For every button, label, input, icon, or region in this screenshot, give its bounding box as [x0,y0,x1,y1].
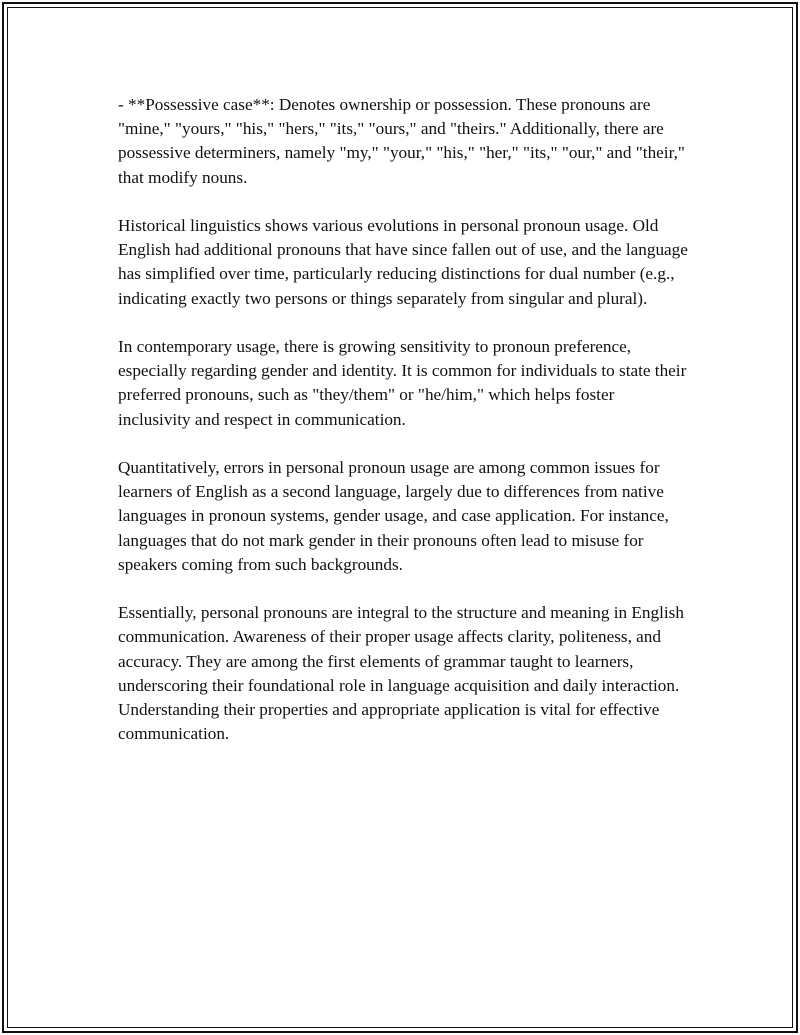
paragraph-learner-errors: Quantitatively, errors in personal pronoun usage are among common issues for learners of English as a second language, largely due to differences from native languages in pronoun systems, gender usage, and case application. For instance, languages that do not mark gender in their pronouns often lead to misuse for speakers coming from such backgrounds. [118,458,669,574]
paragraph-possessive-case: - **Possessive case**: Denotes ownership or possession. These pronouns are "mine," "yours," "his," "hers," "its," "ours," and "theirs." Additionally, there are possessive determiners, namely "my," "your," "his," "her," "its," "our," and "their," that modify nouns. [118,95,685,187]
paragraph-contemporary-usage: In contemporary usage, there is growing sensitivity to pronoun preference, especially regarding gender and identity. It is common for individuals to state their preferred pronouns, such as "they/them" or "he/him," which helps foster inclusivity and respect in communication. [118,337,687,429]
paragraph-conclusion: Essentially, personal pronouns are integral to the structure and meaning in English communication. Awareness of their proper usage affects clarity, politeness, and accuracy. They are among the first elements of grammar taught to learners, underscoring their foundational role in language acquisition and daily interaction. Understanding their properties and appropriate application is vital for effective communication. [118,603,684,744]
document-body [118,93,688,771]
paragraph-historical-linguistics: Historical linguistics shows various evolutions in personal pronoun usage. Old English had additional pronouns that have since fallen out of use, and the language has simplified over time, particularly reducing distinctions for dual number (e.g., indicating exactly two persons or things separately from singular and plural). [118,216,688,308]
